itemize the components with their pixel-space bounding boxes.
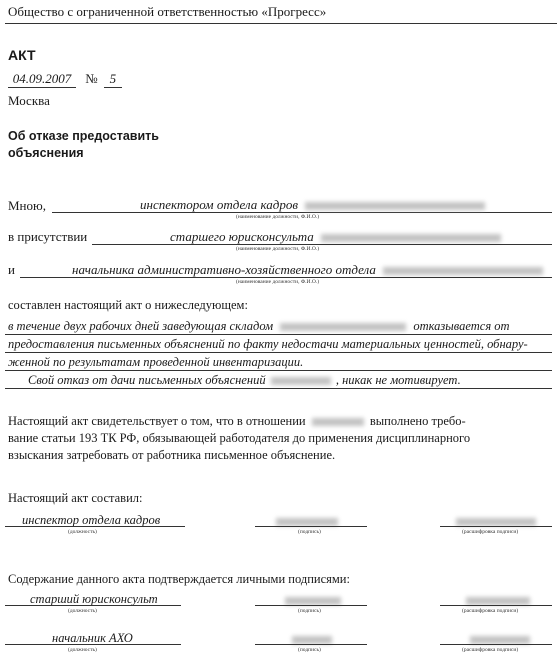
redacted-name [312, 418, 364, 426]
confirm-position-1-line [5, 605, 181, 606]
compiler-position: инспектор отдела кадров [22, 513, 161, 527]
document-number: 5 [104, 71, 122, 88]
redacted-name [383, 267, 543, 275]
and-line [20, 277, 552, 278]
findings-underline-4 [5, 388, 552, 389]
compiler-position-line [5, 526, 185, 527]
and-label: и [8, 262, 15, 277]
by-value: инспектором отдела кадров [140, 197, 485, 213]
redacted-name [305, 202, 485, 210]
findings-line-3: женной по результатам проведенной инвентаризации. [8, 355, 304, 369]
organization-name: Общество с ограниченной ответственностью «Прогресс» [8, 4, 327, 19]
findings-underline-1 [5, 334, 552, 335]
subject-line-1: Об отказе предоставить [8, 129, 159, 143]
presence-label: в присутствии [8, 229, 88, 244]
confirm-signature-1-line [255, 605, 367, 606]
confirm-position-2: начальник АХО [52, 631, 133, 645]
certify-line-2: вание статьи 193 ТК РФ, обязывающей работодателя до применения дисциплинарного [8, 431, 471, 445]
findings-line-2: предоставления письменных объяснений по факту недостачи материальных ценностей, обнару- [8, 337, 528, 351]
compiled-by-label: Настоящий акт составил: [8, 491, 143, 505]
findings-underline-3 [5, 370, 552, 371]
compiler-signature-line [255, 526, 367, 527]
certify-line-1: Настоящий акт свидетельствует о том, что в отношении выполнено требо- [8, 414, 466, 428]
confirm-decoding-1-caption: (расшифровка подписи) [462, 608, 519, 614]
confirm-signature-2-caption: (подпись) [298, 647, 321, 653]
findings-line-1: в течение двух рабочих дней заведующая складом отказывается от [8, 319, 510, 333]
confirm-decoding-1-line [440, 605, 552, 606]
by-label: Мною, [8, 198, 46, 213]
compiler-signature-caption: (подпись) [298, 529, 321, 535]
confirm-decoding-2-caption: (расшифровка подписи) [462, 647, 519, 653]
and-caption: (наименование должности, Ф.И.О.) [236, 279, 320, 285]
and-value: начальника административно-хозяйственного отдела [72, 262, 543, 278]
confirm-position-2-caption: (должность) [68, 647, 97, 653]
compiler-position-caption: (должность) [68, 529, 97, 535]
city: Москва [8, 93, 50, 108]
document-type: АКТ [8, 47, 36, 63]
number-sign: № [85, 71, 98, 86]
confirm-label: Содержание данного акта подтверждается личными подписями: [8, 572, 350, 586]
presence-caption: (наименование должности, Ф.И.О.) [236, 246, 320, 252]
certify-line-3: взыскания затребовать от работника письменное объяснение. [8, 448, 336, 462]
document-date: 04.09.2007 [8, 71, 76, 88]
compiled-intro: составлен настоящий акт о нижеследующем: [8, 298, 248, 312]
redacted-name [280, 323, 406, 331]
header-divider [5, 23, 557, 24]
presence-value: старшего юрисконсульта [170, 229, 501, 245]
confirm-signature-2-line [255, 644, 367, 645]
presence-line [92, 244, 552, 245]
findings-line-4: Свой отказ от дачи письменных объяснений , никак не мотивирует. [28, 373, 461, 387]
redacted-name [271, 377, 331, 385]
by-caption: (наименование должности, Ф.И.О.) [236, 214, 320, 220]
date-number-row [8, 71, 122, 88]
compiler-decoding-caption: (расшифровка подписи) [462, 529, 519, 535]
confirm-position-1-caption: (должность) [68, 608, 97, 614]
confirm-position-1: старший юрисконсульт [30, 592, 158, 606]
findings-underline-2 [5, 352, 552, 353]
subject-line-2: объяснения [8, 146, 84, 160]
confirm-position-2-line [5, 644, 181, 645]
redacted-name [321, 234, 501, 242]
confirm-signature-1-caption: (подпись) [298, 608, 321, 614]
compiler-decoding-line [440, 526, 552, 527]
confirm-decoding-2-line [440, 644, 552, 645]
